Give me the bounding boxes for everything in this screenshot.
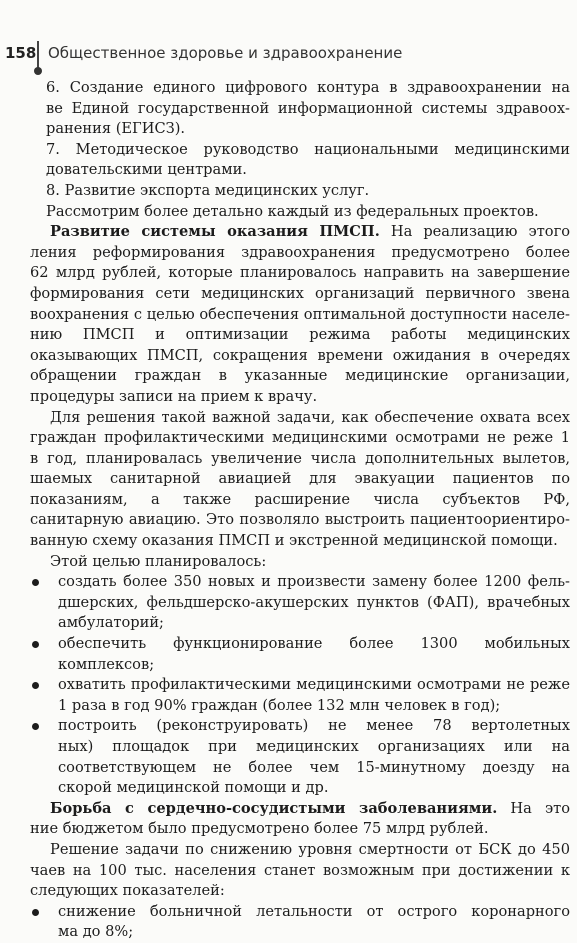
text-line: [30, 696, 570, 717]
line-text: формирования сети медицинских организаций первичного звена: [30, 284, 570, 302]
line-text: шаемых санитарной авиацией для эвакуации пациентов по: [30, 470, 570, 488]
text-line: [30, 243, 570, 264]
line-text: довательскими центрами.: [46, 161, 247, 179]
text-line: [30, 593, 570, 614]
text-line: [30, 140, 570, 161]
text-line: [30, 284, 570, 305]
text-line: [30, 655, 570, 676]
line-text: построить (реконструировать) не менее 78 вертолетных: [58, 717, 570, 735]
text-line: [30, 840, 570, 861]
text-line: [30, 531, 570, 552]
text-line: [30, 675, 570, 696]
text-line: [30, 902, 570, 923]
text-line: [30, 202, 570, 223]
line-text: ранения (ЕГИСЗ).: [46, 120, 186, 138]
text-line: [30, 799, 570, 820]
line-text: 62 млрд рублей, которые планировалось направить на завершение: [30, 264, 570, 282]
line-text: 7. Методическое руководство национальными медицинскими: [46, 140, 570, 158]
line-text: комплексов;: [58, 655, 155, 673]
bullet-icon: [32, 909, 39, 916]
line-text: ных) площадок при медицинских организациях или на: [58, 738, 570, 755]
text-line: [30, 428, 570, 449]
text-line: [30, 305, 570, 326]
header-rule-dot: [34, 67, 42, 75]
line-text: процедуры записи на прием к врачу.: [30, 387, 318, 405]
text-line: [30, 490, 570, 511]
line-text: Для решения такой важной задачи, как обеспечение охвата всех: [50, 408, 570, 426]
text-line: [30, 366, 570, 387]
line-text: ванную схему оказания ПМСП и экстренной медицинской помощи.: [30, 532, 558, 550]
bullet-icon: [32, 682, 39, 689]
line-text: скорой медицинской помощи и др.: [58, 779, 329, 797]
line-text: чаев на 100 тыс. населения станет возможным при достижении к: [30, 861, 570, 879]
line-text: Этой целью планировалось:: [50, 552, 267, 570]
text-line: [30, 861, 570, 882]
line-text: Рассмотрим более детально каждый из федеральных проектов.: [46, 202, 539, 220]
line-text: ние бюджетом было предусмотрено более 75 млрд рублей.: [30, 820, 489, 838]
section-heading: Борьба с сердечно-сосудистыми заболеваниями.: [50, 799, 498, 817]
text-line: [30, 922, 570, 943]
line-text: На это: [510, 799, 570, 817]
text-line: [30, 634, 570, 655]
line-text: амбулаторий;: [58, 614, 164, 632]
page-number: 158: [5, 44, 37, 62]
line-text: граждан профилактическими медицинскими осмотрами не реже 1: [30, 429, 570, 447]
line-text: создать более 350 новых и произвести замену более 1200 фель-: [58, 573, 570, 591]
line-text: ве Единой государственной информационной системы здравоох-: [46, 99, 570, 117]
text-line: [30, 881, 570, 902]
line-text: соответствующем не более чем 15-минутному доезду на: [58, 758, 570, 776]
line-text: На реализацию этого: [390, 223, 570, 241]
line-text: ления реформирования здравоохранения предусмотрено более: [30, 243, 570, 261]
line-text: обращении граждан в указанные медицинские организации,: [30, 367, 570, 385]
line-text: оказывающих ПМСП, сокращения времени ожидания в очередях: [30, 346, 570, 364]
line-text: 6. Создание единого цифрового контура в здравоохранении на: [46, 79, 570, 96]
text-line: [30, 716, 570, 737]
line-text: охватить профилактическими медицинскими осмотрами не реже: [58, 676, 570, 694]
line-text: 8. Развитие экспорта медицинских услуг.: [46, 181, 370, 199]
text-line: [30, 758, 570, 779]
line-text: показаниям, а также расширение числа субъектов РФ,: [30, 490, 570, 508]
text-line: [30, 552, 570, 573]
bullet-icon: [32, 723, 39, 730]
text-line: [30, 263, 570, 284]
text-line: [30, 160, 570, 181]
line-text: воохранения с целью обеспечения оптимальной доступности населе-: [30, 305, 570, 323]
text-line: [30, 572, 570, 593]
text-line: [30, 346, 570, 367]
text-line: [30, 119, 570, 140]
line-text: снижение больничной летальности от острого коронарного: [58, 902, 570, 920]
text-line: [30, 613, 570, 634]
line-text: нию ПМСП и оптимизации режима работы медицинских: [30, 326, 570, 344]
text-line: [30, 387, 570, 408]
text-line: [30, 510, 570, 531]
text-line: [30, 99, 570, 120]
text-line: [30, 819, 570, 840]
line-text: санитарную авиацию. Это позволяло выстроить пациентоориентиро-: [30, 511, 570, 529]
line-text: ма до 8%;: [58, 923, 134, 941]
bullet-icon: [32, 579, 39, 586]
bullet-icon: [32, 641, 39, 648]
running-header: [0, 43, 577, 69]
line-text: Решение задачи по снижению уровня смертности от БСК до 450: [50, 840, 570, 858]
line-text: дшерских, фельдшерско-акушерских пунктов (ФАП), врачебных: [58, 593, 570, 611]
text-line: [30, 778, 570, 799]
text-line: [30, 449, 570, 470]
line-text: в год, планировалась увеличение числа дополнительных вылетов,: [30, 449, 570, 467]
line-text: 1 раза в год 90% граждан (более 132 млн человек в год);: [58, 696, 501, 714]
text-line: [30, 408, 570, 429]
body-text: [30, 78, 570, 943]
text-line: [30, 78, 570, 99]
line-text: следующих показателей:: [30, 882, 225, 900]
running-title: Общественное здоровье и здравоохранение: [48, 44, 403, 62]
text-line: [30, 222, 570, 243]
line-text: обеспечить функционирование более 1300 мобильных: [58, 635, 570, 653]
text-line: [30, 469, 570, 490]
section-heading: Развитие системы оказания ПМСП.: [50, 223, 380, 241]
text-line: [30, 325, 570, 346]
text-line: [30, 181, 570, 202]
text-line: [30, 737, 570, 758]
